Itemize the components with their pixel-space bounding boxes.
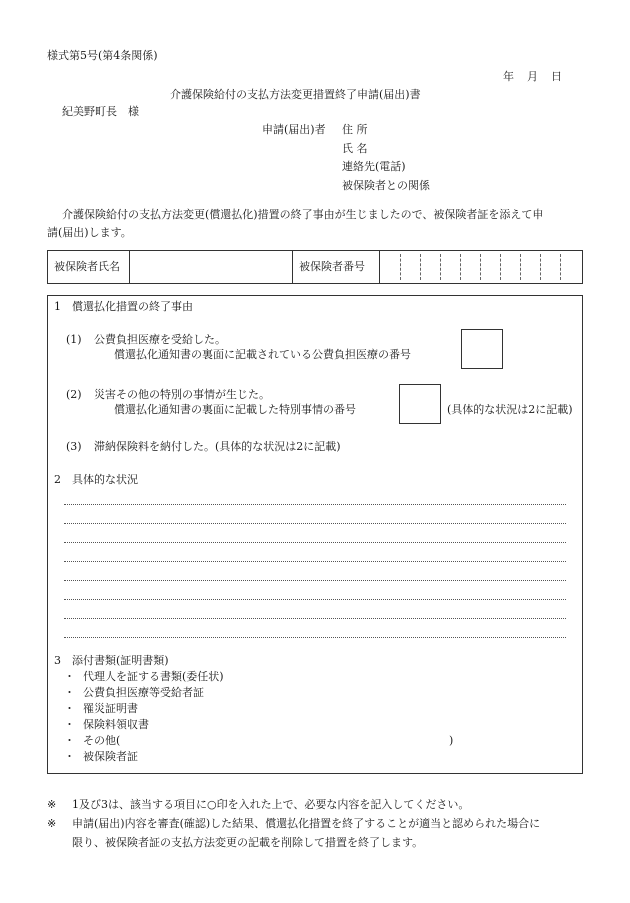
bullet: ・	[64, 702, 75, 715]
insured-number-field[interactable]	[380, 251, 582, 283]
digit-divider	[480, 254, 481, 280]
attachment-other-field[interactable]	[148, 735, 446, 747]
applicant-relation-label: 被保険者との関係	[342, 179, 430, 192]
digit-divider	[560, 254, 561, 280]
attachment-premium-receipt: 保険料領収書	[83, 718, 149, 731]
item2-text: 災害その他の特別の事情が生じた。	[94, 388, 270, 401]
form-title: 介護保険給付の支払方法変更措置終了申請(届出)書	[170, 88, 421, 101]
attachment-disaster-certificate: 罹災証明書	[83, 702, 138, 715]
applicant-label: 申請(届出)者	[262, 123, 326, 136]
situation-line[interactable]	[64, 618, 566, 619]
attachment-other: その他(	[83, 734, 121, 747]
section2-heading: 2 具体的な状況	[54, 473, 138, 486]
date-month: 月	[527, 70, 538, 83]
intro-line-2: 請(届出)します。	[47, 226, 132, 239]
situation-line[interactable]	[64, 580, 566, 581]
insured-name-label: 被保険者氏名	[54, 260, 120, 273]
insured-table	[47, 250, 583, 284]
note-mark: ※	[47, 798, 57, 811]
bullet: ・	[64, 686, 75, 699]
bullet: ・	[64, 718, 75, 731]
attachment-insurance-card: 被保険者証	[83, 750, 138, 763]
item1-text: 公費負担医療を受給した。	[94, 333, 226, 346]
special-circumstance-number-box[interactable]	[399, 384, 441, 424]
note-2-line-1: 申請(届出)内容を審査(確認)した結果、償還払化措置を終了することが適当と認められた場合に	[72, 817, 541, 830]
item1-number: (1)	[66, 333, 82, 346]
item3-number: (3)	[66, 440, 82, 453]
insured-number-label: 被保険者番号	[299, 260, 365, 273]
section3-heading: 3 添付書類(証明書類)	[54, 654, 169, 667]
note-mark: ※	[47, 817, 57, 830]
situation-line[interactable]	[64, 504, 566, 505]
item1-subtext: 償還払化通知書の裏面に記載されている公費負担医療の番号	[114, 348, 411, 361]
situation-line[interactable]	[64, 599, 566, 600]
digit-divider	[460, 254, 461, 280]
section1-heading: 1 償還払化措置の終了事由	[54, 300, 193, 313]
situation-line[interactable]	[64, 637, 566, 638]
item3-text: 滞納保険料を納付した。(具体的な状況は2に記載)	[94, 440, 341, 453]
digit-divider	[440, 254, 441, 280]
bullet: ・	[64, 670, 75, 683]
situation-line[interactable]	[64, 542, 566, 543]
date-day: 日	[551, 70, 562, 83]
divider	[292, 251, 293, 283]
applicant-contact-label: 連絡先(電話)	[342, 160, 406, 173]
bullet: ・	[64, 750, 75, 763]
item2-number: (2)	[66, 388, 82, 401]
situation-line[interactable]	[64, 561, 566, 562]
applicant-address-label: 住 所	[342, 123, 368, 136]
insured-name-field[interactable]	[130, 251, 292, 283]
form-number: 様式第5号(第4条関係)	[47, 49, 158, 62]
digit-divider	[500, 254, 501, 280]
applicant-name-label: 氏 名	[342, 142, 368, 155]
attachment-public-medical-certificate: 公費負担医療等受給者証	[83, 686, 204, 699]
digit-divider	[520, 254, 521, 280]
public-medical-number-box[interactable]	[461, 329, 503, 369]
item2-note: (具体的な状況は2に記載)	[447, 403, 573, 416]
note-1: 1及び3は、該当する項目に○印を入れた上で、必要な内容を記入してください。	[72, 798, 470, 811]
attachment-proxy-letter: 代理人を証する書類(委任状)	[83, 670, 224, 683]
attachment-other-close: )	[449, 734, 454, 747]
date-year: 年	[503, 70, 514, 83]
digit-divider	[400, 254, 401, 280]
situation-line[interactable]	[64, 523, 566, 524]
item2-subtext: 償還払化通知書の裏面に記載した特別事情の番号	[114, 403, 356, 416]
bullet: ・	[64, 734, 75, 747]
digit-divider	[540, 254, 541, 280]
addressee: 紀美野町長 様	[62, 105, 139, 118]
note-2-line-2: 限り、被保険者証の支払方法変更の記載を削除して措置を終了します。	[72, 836, 424, 849]
digit-divider	[420, 254, 421, 280]
intro-line-1: 介護保険給付の支払方法変更(償還払化)措置の終了事由が生じましたので、被保険者証を添えて申	[62, 208, 544, 221]
